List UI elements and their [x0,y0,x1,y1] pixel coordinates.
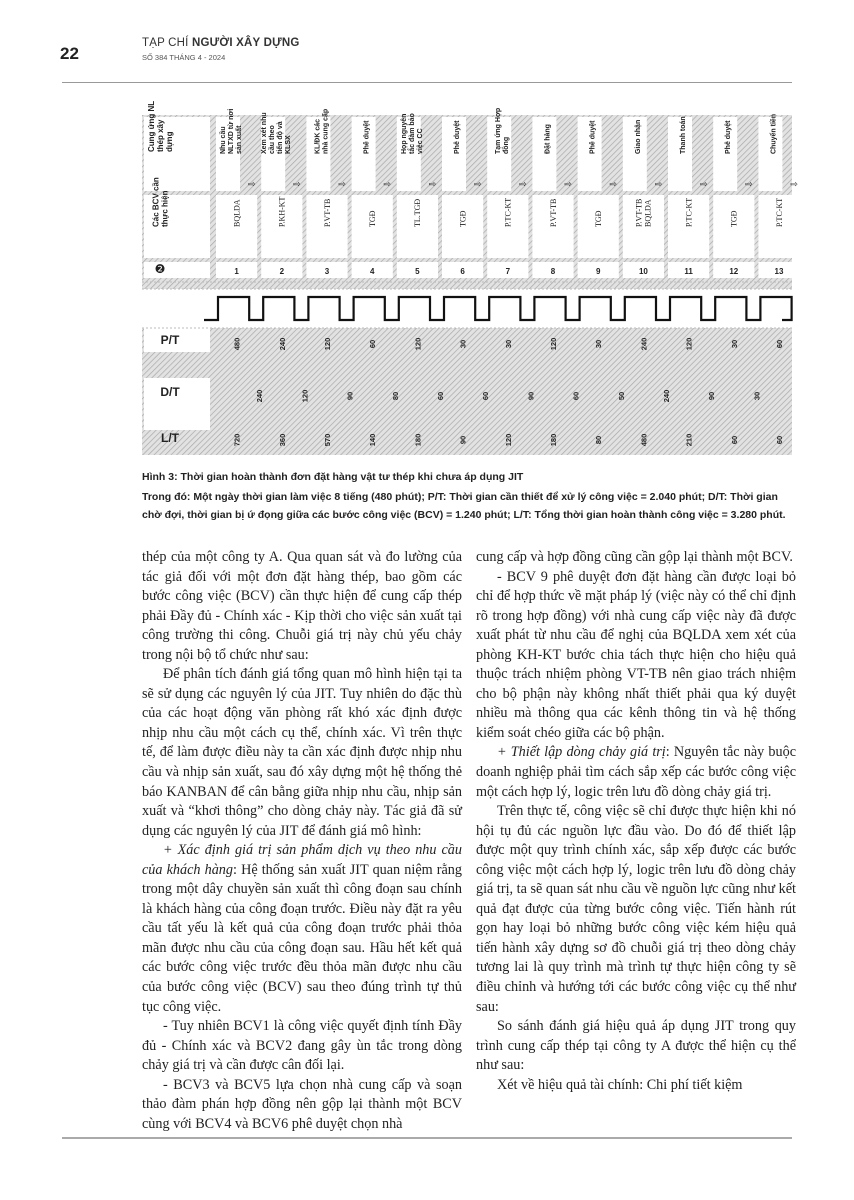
dt-value: 240 [662,389,671,403]
dept-label: P.TC-KT [503,197,513,227]
stage-label: Tạm ứng Hợpđồng [495,107,511,154]
dept-label: P.TC-KT [774,197,784,227]
lt-value: 480 [639,433,649,447]
stage-label: Họp nguyêntắc đàm bảoviệc CC [400,113,424,154]
arrow-right-icon: ⇨ [654,180,663,190]
paragraph [476,743,796,802]
magazine-name: NGƯỜI XÂY DỰNG [191,37,300,49]
step-number: 2 [279,267,285,276]
dept-label: P.KH-KT [277,196,287,227]
figure-caption-title: Hình 3: Thời gian hoàn thành đơn đặt hàng vật tư thép khi chưa áp dụng JIT [142,471,524,483]
dt-value: 60 [481,391,491,401]
figure-caption-body: Trong đó: Một ngày thời gian làm việc 8 tiếng (480 phút); P/T: Thời gian cần thiết để xử lý công việc = 2.040 phút; D/T: Thời gian chờ đợi, thời gian bị ứ đọng giữa các bước công việc (BCV) = 1.240 phút; L/T: Tổng thời gian hoàn thành công việc = 3.280 phút. [142,491,786,521]
stage-label: Nhu cầuNLTXD từ nơisản xuất [220,108,244,154]
stage-label: Giao nhận [634,119,642,154]
lt-value: 60 [729,435,739,445]
stage-label: Đặt hàng [544,124,552,154]
lt-value: 80 [594,435,604,445]
footer-rule [62,1137,792,1139]
lt-value: 570 [323,433,332,447]
paragraph-text: : Nguyên tắc này buộc doanh nghiệp phải tìm cách sắp xếp các bước công việc một cách hợp lý, logic trên lưu đồ dòng chảy giá trị. [476,744,796,800]
paragraph: - BCV3 và BCV5 lựa chọn nhà cung cấp và soạn thảo đàm phán hợp đồng nên gộp lại thành một BCV cùng với BCV4 và BCV6 phê duyệt chọn nhà [142,1076,462,1132]
step-number: 8 [550,267,556,276]
arrow-right-icon: ⇨ [699,180,708,190]
step-number: 5 [415,267,420,276]
stages-row-label: Cung ứng NLthép xâydựng [146,100,174,152]
paragraph: So sánh đánh giá hiệu quả áp dụng JIT trong quy trình cung cấp thép tại công ty A được thể hiện cụ thể như sau: [476,1018,796,1074]
pt-value: 120 [413,337,423,351]
step-number: 1 [234,267,239,276]
lt-value: 360 [277,433,287,447]
stage-label: Phê duyệt [363,120,371,154]
dept-label: TGĐ [729,210,739,227]
pt-value: 480 [232,337,242,351]
magazine-title [142,37,299,49]
pt-value: 240 [639,337,649,351]
pt-row-label: P/T [160,333,180,347]
arrow-right-icon: ⇨ [247,180,256,190]
pt-value: 240 [277,337,287,351]
dept-label: TL.TGĐ [413,198,423,227]
dt-value: 90 [707,391,717,401]
step-number: 9 [595,267,601,276]
row-label-cell [144,404,210,430]
dept-label: P.VT-TB [322,198,332,227]
italic-lead: + Thiết lập dòng chảy giá trị [497,744,666,761]
dt-value: 240 [255,389,265,403]
lt-value: 90 [458,435,468,445]
lt-value: 140 [368,433,378,447]
dt-value: 120 [300,389,310,403]
lt-value: 180 [549,433,558,447]
left-column [142,548,462,1134]
header-rule [62,82,792,83]
pt-value: 30 [729,339,739,349]
paragraph: thép của một công ty A. Qua quan sát và đo lường của tác giả đối với một đơn đặt hàng thép, bao gồm các bước công việc (BCV) cần thực hiện để cung cấp thép phải Đầy đủ - Chính xác - Kịp thời cho việc sản xuất tại công trường thi công. Chuỗi giá trị này chủ yếu chảy trong nội bộ tổ chức như sau: [142,549,462,663]
pt-value: 30 [458,339,468,349]
paragraph-text: : Hệ thống sản xuất JIT quan niệm rằng trong một dây chuyền sản xuất thì công đoạn sau chính là khách hàng của công đoạn trước. Điều này đặt ra yêu cầu tất yếu là kết quả của công đoạn trước phải thỏa mãn được nhu cầu của công đoạn sau. Hầu hết kết quả các bước công việc trước đều thỏa mãn được nhu cầu của bước công việc (BCV) sau theo đúng trình tự thủ tục công việc. [142,861,462,1015]
italic-lead: + Xác định giá trị sản phẩm dịch vụ theo nhu cầu của khách hàng [142,842,462,878]
paragraph: - BCV 9 phê duyệt đơn đặt hàng cần được loại bỏ chỉ để hợp thức về mặt pháp lý (việc này có thể chỉ định rõ trong hợp đồng) với nhà cung cấp việc này đã được xuất phát từ nhu cầu để nghị của BQLDA xem xét của phòng KH-KT bước chia tách thực hiện cho hiệu quả thuộc trách nhiệm phòng VT-TB nên giao trách nhiệm cho bộ phận này không nhất thiết phải qua ký duyệt nhiều mà thông qua các kênh thông tin và hệ thống kiểm soát chéo giữa các bộ phận. [476,568,796,741]
lt-value: 180 [413,433,423,447]
dept-label: TGĐ [594,210,603,227]
arrow-right-icon: ⇨ [745,180,753,190]
arrow-right-icon: ⇨ [383,180,391,190]
arrow-right-icon: ⇨ [428,180,437,190]
lt-row-label: L/T [161,431,179,445]
page-number: 22 [60,44,79,63]
value-stream-figure [142,100,798,460]
lt-value: 60 [775,435,784,445]
pt-value: 60 [368,339,378,349]
stage-label: KL/ĐK cácnhà cung cấp [314,108,330,154]
pt-value: 30 [503,339,513,349]
dt-value: 60 [571,391,581,401]
right-column [476,548,796,1095]
stage-label: Chuyển tiền [770,113,778,154]
dt-row-label: D/T [160,385,180,399]
dt-value: 80 [390,391,400,401]
dt-value: 60 [436,391,445,401]
stage-label: Phê duyệt [454,120,462,154]
step-number: 10 [638,267,648,276]
lt-value: 720 [232,433,242,447]
pt-value: 120 [323,337,332,351]
dt-value: 90 [526,391,536,401]
step-number: 4 [369,267,375,276]
step-badge-icon: ❷ [154,262,166,276]
step-number: 6 [460,267,465,276]
lt-value: 210 [684,433,694,447]
depts-row-label: Các BCV cầnthực hiện [151,177,170,227]
dt-value: 50 [616,391,626,401]
arrow-right-icon: ⇨ [473,180,482,190]
arrow-right-icon: ⇨ [790,180,798,190]
stage-label: Thanh toán [680,116,688,154]
pt-value: 120 [549,337,558,351]
step-number: 12 [729,267,739,276]
dept-label: TGĐ [458,210,468,227]
dept-label: BQLDA [232,199,242,227]
paragraph: cung cấp và hợp đồng cũng cần gộp lại thành một BCV. [476,549,793,565]
stage-label: Xem xét nhucầu theotiến độ vàKLSX [261,112,293,154]
dept-label: P.VT-TBBQLDA [634,198,653,227]
paragraph: Xét về hiệu quả tài chính: Chi phí tiết kiệm [497,1076,743,1093]
pt-value: 60 [775,339,784,349]
step-number: 3 [324,267,330,276]
pt-value: 120 [684,337,694,351]
magazine-prefix: TẠP CHÍ [142,37,192,49]
pt-value: 30 [594,339,604,349]
arrow-right-icon: ⇨ [609,180,617,190]
arrow-right-icon: ⇨ [293,180,301,190]
stage-label: Phê duyệt [589,120,597,154]
stage-label: Phê duyệt [725,120,733,154]
dt-value: 90 [345,391,355,401]
dt-value: 30 [752,391,762,401]
dept-label: P.TC-KT [684,197,694,227]
arrow-right-icon: ⇨ [338,180,346,190]
paragraph: Trên thực tế, công việc sẽ chỉ được thực hiện khi nó hội tụ đủ các nguồn lực đầu vào. Do đó để thiết lập được một quy trình chính xác, sắp xếp được các bước công việc một cách hợp lý, logic trên lưu đồ dòng chảy giá trị, ta sẽ quan sát nhu cầu về nguồn lực cũng như kết quả đạt được của từng bước công việc. Tiến hành rút gọn hay loại bỏ những bước công việc kém hiệu quả tiến hành xây dựng sơ đồ chuỗi giá trị theo dòng chảy tương lai là quy trình mà trình tự thực hiện công ty sẽ điều chỉnh và hướng tới các bước công việc cụ thể như sau: [476,803,796,1015]
issue-info: SỐ 384 THÁNG 4 - 2024 [142,53,226,62]
step-number: 7 [505,267,511,276]
dept-label: TGĐ [368,210,377,227]
step-number: 13 [774,267,784,276]
step-number: 11 [684,267,693,276]
pulse-band [142,289,792,328]
arrow-right-icon: ⇨ [564,180,572,190]
arrow-right-icon: ⇨ [519,180,527,190]
paragraph: Để phân tích đánh giá tổng quan mô hình hiện tại ta sẽ sử dụng các nguyên lý của JIT. Tuy nhiên do đặc thù của các hoạt động văn phòng rất khó xác định được nhịp nhu cầu một cách cụ thể, chính xác. Vì trên thực tế, để làm được điều này ta cần xác định được nhịp nhu cầu và nhịp sản xuất, sau đó xây dựng một hệ thống thẻ báo KANBAN để cân bằng giữa nhịp nhu cầu, nhịp sản xuất và “khơi thông” cho dòng chảy này. Tác giả đã sử dụng các nguyên lý của JIT để đánh giá mô hình: [142,666,462,839]
paragraph [142,841,462,1017]
lt-value: 120 [503,433,513,447]
dept-label: P.VT-TB [548,198,558,227]
paragraph: - Tuy nhiên BCV1 là công việc quyết định tính Đầy đủ - Chính xác và BCV2 đang gây ùn tắc trong dòng chảy giá trị và cần được cân đối lại. [142,1018,462,1074]
